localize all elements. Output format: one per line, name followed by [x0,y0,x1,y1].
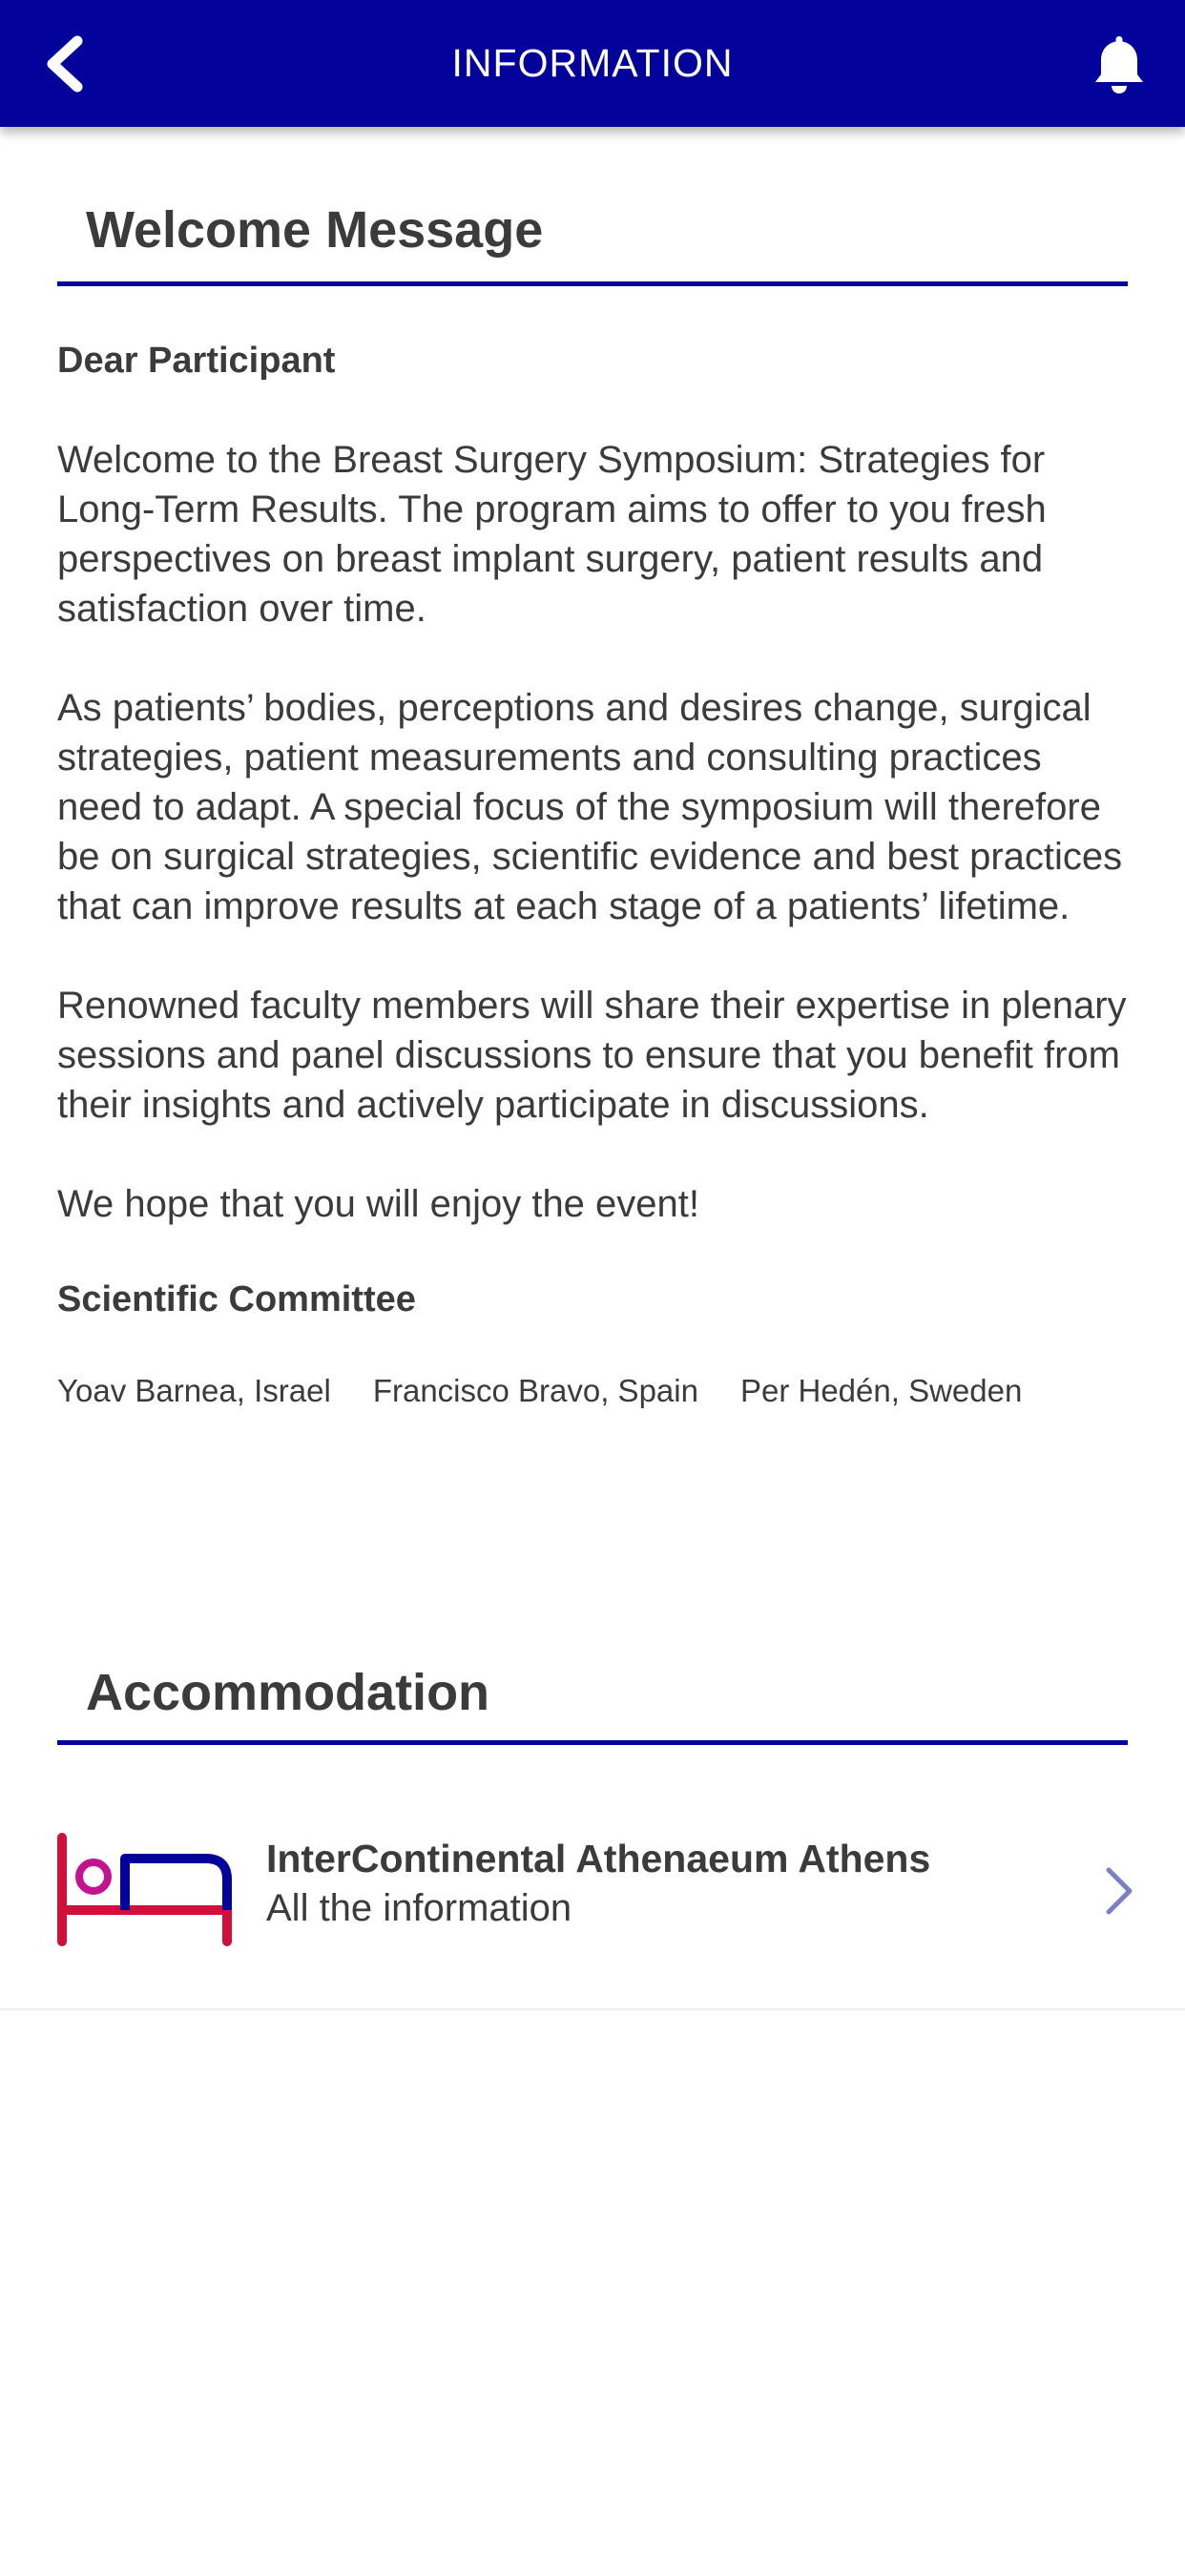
committee-member: Francisco Bravo, Spain [372,1373,698,1409]
welcome-section-title: Welcome Message [86,201,544,259]
welcome-paragraph: Welcome to the Breast Surgery Symposium: Strategies for Long-Term Results. The program aims to offer to you fresh perspectives on breast implant surgery, patient results and satisfaction over time. [57,438,1047,630]
notifications-button[interactable] [1076,21,1162,107]
welcome-paragraph: As patients’ bodies, perceptions and desires change, surgical strategies, patient measurements and consulting practices need to adapt. A special focus of the symposium will therefore be on surgical strategies, scientific evidence and best practices that can improve results at each stage of a patients’ lifetime. [57,686,1123,927]
welcome-message-body [57,340,1135,1409]
hotel-subtitle: All the information [266,1887,572,1929]
accommodation-section-title: Accommodation [86,1664,490,1721]
committee-member: Per Hedén, Sweden [739,1373,1023,1409]
top-app-bar [0,0,1185,127]
welcome-paragraph: Renowned faculty members will share their expertise in plenary sessions and panel discussions to ensure that you benefit from their insights and actively participate in discussions. [57,984,1127,1126]
committee-member: Yoav Barnea, Israel [57,1373,331,1409]
welcome-paragraph: We hope that you will enjoy the event! [57,1182,700,1225]
accommodation-section-divider [57,1740,1128,1745]
committee-member-list [57,1373,1135,1409]
welcome-section-divider [57,281,1128,286]
chevron-right-icon [1099,1862,1137,1920]
committee-title: Scientific Committee [57,1278,416,1319]
greeting: Dear Participant [57,341,336,381]
page-title: INFORMATION [451,41,734,85]
bell-icon [1091,32,1147,95]
bed-icon [55,1832,237,1948]
hotel-name: InterContinental Athenaeum Athens [266,1837,931,1880]
hotel-list-item[interactable] [0,1794,1185,2010]
